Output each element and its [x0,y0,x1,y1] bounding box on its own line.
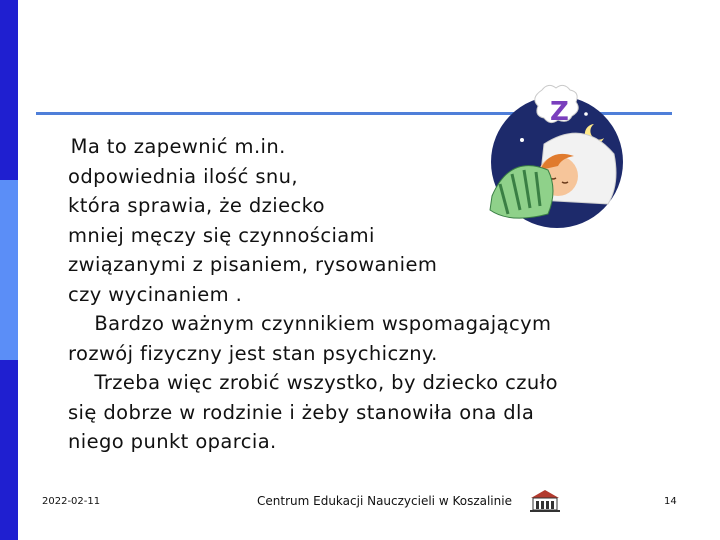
body-line: Bardzo ważnym czynnikiem wspomagającym [68,312,552,335]
body-line: która sprawia, że dziecko [68,194,325,217]
left-accent-bar-bottom [0,360,18,540]
left-accent-bar-top [0,0,18,180]
building-logo-icon [528,488,562,514]
footer-institution-name: Centrum Edukacji Nauczycieli w Koszalinie [257,494,512,508]
body-line: mniej męczy się czynnościami [68,223,375,247]
body-line: się dobrze w rodzinie i żeby stanowiła ona dla [68,400,535,424]
footer-date: 2022-02-11 [42,496,101,507]
body-line: związanymi z pisaniem, rysowaniem [68,253,438,276]
body-line: rozwój fizyczny jest stan psychiczny. [68,341,438,365]
body-line: Trzeba więc zrobić wszystko, by dziecko czuło [68,371,558,394]
left-accent-bar-middle [0,180,18,360]
page-number: 14 [664,496,677,507]
slide-body-text [64,132,668,457]
body-line: Ma to zapewnić m.in. [64,135,286,158]
body-line: czy wycinaniem . [68,282,243,306]
body-line: niego punkt oparcia. [68,430,277,453]
body-line: odpowiednia ilość snu, [68,164,299,188]
sleep-z-letter: Z [550,97,569,127]
